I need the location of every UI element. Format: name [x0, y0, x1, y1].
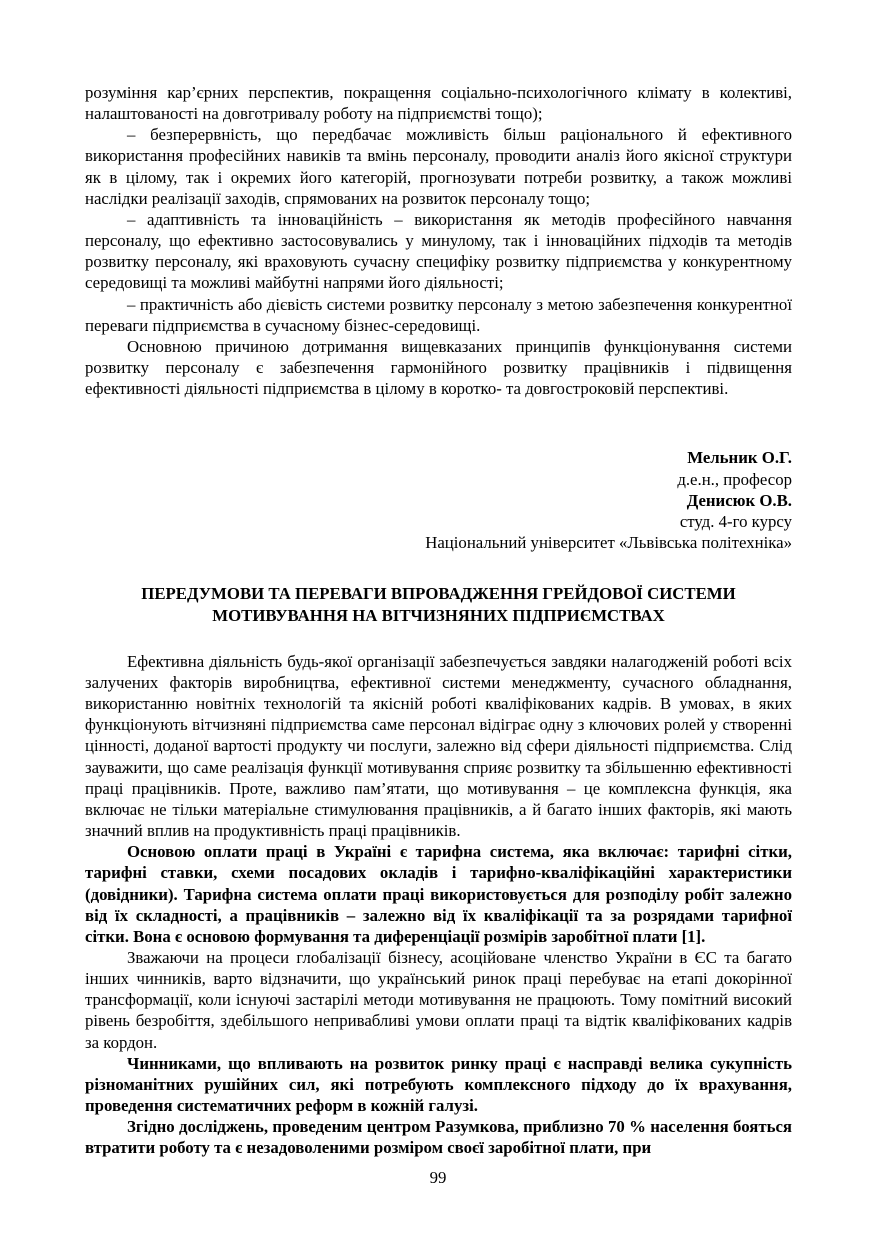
paragraph: Ефективна діяльність будь-якої організації забезпечується завдяки налагодженій роботі всіх залучених факторів виробництва, ефективної системи менеджменту, сучасного обладнання, використанню новітніх технологій та якісній роботі кваліфікованих кадрів. В умовах, в яких функціонують вітчизняні підприємства саме персонал відіграє одну з ключових ролей у створенні цінності, доданої вартості продукту чи послуги, залежно від сфери діяльності підприємства. Слід зауважити, що саме реалізація функції мотивування сприяє розвитку та збільшенню ефективності праці працівників. Проте, важливо пам’ятати, що мотивування – це комплексна функція, яка включає не тільки матеріальне стимулювання працівників, а й багато інших факторів, які мають значний вплив на продуктивність праці працівників. [85, 651, 792, 841]
paragraph: Основною причиною дотримання вищевказаних принципів функціонування системи розвитку персоналу є забезпечення гармонійного розвитку працівників і підвищення ефективності діяльності підприємства в цілому в коротко- та довгостроковій перспективі. [85, 336, 792, 399]
paragraph: – практичність або дієвість системи розвитку персоналу з метою забезпечення конкурентної переваги підприємства в сучасному бізнес-середовищі. [85, 294, 792, 335]
paragraph: Зважаючи на процеси глобалізації бізнесу, асоційоване членство України в ЄС та багато інших чинників, варто відзначити, що український ринок праці перебуває на етапі докорінної трансформації, коли існуючі застарілі методи мотивування не працюють. Тому помітний високий рівень безробіття, здебільшого непривабливі умови оплати праці та відтік кваліфікованих кадрів за кордон. [85, 947, 792, 1052]
previous-article-continuation [85, 82, 792, 399]
paragraph: – безперервність, що передбачає можливість більш раціонального й ефективного використання професійних навиків та вмінь персоналу, проводити аналіз його якісної структури як в цілому, так і окремих його категорій, прогнозувати потреби розвитку, а також можливі наслідки реалізації заходів, спрямованих на розвиток персоналу тощо; [85, 125, 792, 208]
article-title: ПЕРЕДУМОВИ ТА ПЕРЕВАГИ ВПРОВАДЖЕННЯ ГРЕЙДОВОЇ СИСТЕМИ МОТИВУВАННЯ НА ВІТЧИЗНЯНИХ ПІДПРИЄМСТВАХ [141, 584, 736, 625]
author-block [85, 447, 792, 553]
paragraph: Чинниками, що впливають на розвиток ринку праці є насправді велика сукупність різноманітних рушійних сил, які потребують комплексного підходу до їх врахування, проведення систематичних реформ в кожній галузі. [85, 1053, 792, 1116]
paragraph: – адаптивність та інноваційність – використання як методів професійного навчання персоналу, що ефективно застосовувались у минулому, так і інноваційних підходів та методів розвитку персоналу, які враховують сучасну специфіку розвитку підприємства у конкурентному середовищі та можливі майбутні напрями його діяльності; [85, 209, 792, 293]
author-role: студ. 4-го курсу [679, 511, 792, 531]
author-name: Денисюк О.В. [686, 490, 792, 510]
paragraph: розуміння кар’єрних перспектив, покращення соціально-психологічного клімату в колективі, налаштованості на довготривалу роботу на підприємстві тощо); [85, 83, 792, 124]
author-name: Мельник О.Г. [687, 448, 792, 468]
page-number: 99 [429, 1167, 447, 1187]
article-body [85, 651, 792, 1159]
affiliation: Національний університет «Львівська політехніка» [425, 532, 792, 552]
paragraph: Основою оплати праці в Україні є тарифна система, яка включає: тарифні сітки, тарифні ставки, схеми посадових окладів і тарифно-кваліфікаційні характеристики (довідники). Тарифна система оплати праці використовується для розподілу робіт залежно від їх складності, а працівників – залежно від їх кваліфікації та за розрядами тарифної сітки. Вона є основою формування та диференціації розмірів заробітної плати [1]. [85, 842, 792, 946]
author-role: д.е.н., професор [677, 469, 792, 489]
paragraph: Згідно досліджень, проведеним центром Разумкова, приблизно 70 % населення бояться втратити роботу та є незадоволеними розміром своєї заробітної плати, при [85, 1117, 792, 1158]
